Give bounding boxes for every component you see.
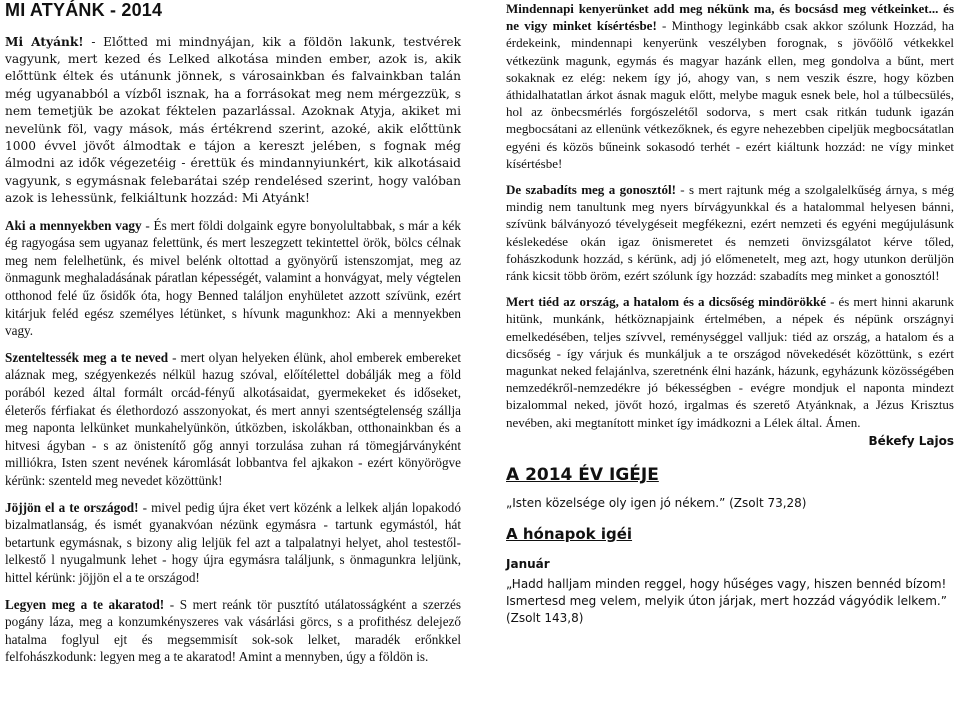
paragraph-mi-atyank bbox=[5, 34, 461, 208]
paragraph-szenteltessek bbox=[5, 349, 461, 490]
january-label: Január bbox=[506, 556, 550, 571]
left-column bbox=[5, 0, 461, 675]
paragraph-text: - És mert földi dolgaink egyre bonyolultabbak, s már a kék ég ragyogása sem ugyanaz felettünk, és mert leszegzett tekintettel örök, bölcs célnak meg nem felelhetünk, és mivel belénk oltottad a gyönyörű istenszomjat, meg az önmagunk meghaladásának páratlan képességét, valamint a honvágyat, mely végtelen otthonod felé űz ősidők óta, hogy Benned találjon enyhületet azzott szívünk, ezért kitárjuk feléd egész személyes létünket, s hívunk magunkhoz: Aki a mennyekben vagy. bbox=[5, 217, 461, 339]
right-column bbox=[506, 0, 954, 627]
paragraph-lead: Aki a mennyekben vagy bbox=[5, 217, 142, 233]
paragraph-text: - Minthogy leginkább csak akkor szólunk Hozzád, ha érdekeink, mindennapi kenyerünk veszélyben forognak, s jövőölő vétkekkel vétkezünk magunk, egymás és magyar hazánk ellen, meg gondolva a bűnt, mert sokaknak ez elég: nekem így jó, ahogy van, s nem veszik észre, hogy közben áthidalhatatlan árkot ásnak maguk előtt, melybe maguk esnek bele, hol a túlbecsülés, hol az önbecsmérlés forgószelétől sodorva, s mert csak ritkán tudunk igazán megbocsátani az ellenünk vétkezőknek, és egyre nehezebben cipeljük megbocsátatlan egyéni és közös bűneink sokasodó terhét - ezért kiáltunk hozzád: ne vígy minket kísértésbe! bbox=[506, 18, 955, 171]
paragraph-mennyekben bbox=[5, 217, 461, 340]
page-title: MI ATYÁNK - 2014 bbox=[5, 0, 163, 20]
paragraph-lead: Szenteltessék meg a te neved bbox=[5, 349, 169, 365]
paragraph-text: - mert olyan helyeken élünk, ahol emberek embereket aláznak meg, szégyenkezés nélkül hazug szóval, előítélettel dobálják meg a föld porából kezed által formált orcád-fényű alkotásaidat, gyermekeket és időseket, életerős férfiakat és élethordozó asszonyokat, és mert annyi szentségtelenség szállja meg naponta lelkünket munkahelyünkön, útközben, iskolákban, otthonainkban és a hitvesi ágyban - s az önistenítő gőg annyi torzulása zuhan rá tömegjárványként milliókra, Isten szent nevének káromlását lobbantva fel ajkakon - ezért könyörögve kérünk: szenteld meg nevedet közöttünk! bbox=[5, 349, 461, 488]
paragraph-text: - és mert hinni akarunk hitünk, munkánk, hétköznapjaink értelmében, a népek és népünk országnyi emelkedésében, teljes szívvel, reménységgel valljuk: tiéd az ország, a hatalom és a dicsőség - így várjuk és munkáljuk a te országod növekedését közöttünk, s ezért magunkat neked felajánlva, szeretnénk élni hazánk, házunk, egyházunk közösségében nemzedékről-nemzedékre jó békességben - evégre mondjuk el naponta mindezt bizalommal neked, jövőt hozó, irgalmas és szerető Atyánknak, a Jézus Krisztus nevében, aki megtanított minket így imádkozni a Lélek által. Ámen. bbox=[506, 294, 954, 430]
paragraph-lead: Mindennapi kenyerünket add meg nékünk ma, és bocsásd meg vétkeinket... és ne vigy minket kísértésbe! bbox=[506, 1, 954, 34]
paragraph-jojjon bbox=[5, 499, 461, 587]
paragraph-text: - mivel pedig újra éket vert közénk a lelkek alján lopakodó bizalmatlanság, és ismét gyanakvóan nézünk egymásra - tartunk egymástól, hát betartunk egymásnak, s bizony alig leljük fel azt a talpalatnyi helyet, ahol testestől-lelkestő l nyugalmunk lehet - hogy újra egymásra találjunk, s önmagunkra leljünk, hittel kérünk: jöjjön el a te országod! bbox=[5, 499, 461, 585]
paragraph-lead: Mi Atyánk! bbox=[5, 34, 84, 49]
paragraph-text: - Előtted mi mindnyájan, kik a földön lakunk, testvérek vagyunk, mert kezed és Lelked alkotása minden ember, azok is, akik előttünk éltek és utánunk jönnek, s városainkban és falvainkban talán még ugyanabból a vízből isznak, ha a forrásokat meg nem mérgezzük, s nem temetjük be azokat féktelen pazarlással. Azoknak Atyja, akiket mi nevelünk föl, vagy mások, más értékrend szerint, azoké, akik előttünk 1000 évvel jövőt álmodtak e tájon a kereszt jelében, s fognak még álmodni az idők végezetéig - érettük és mindannyiunkért, kik alkotásaid vagyunk, s egymásnak felebarátai szép rendelésed szerint, hogy valóban azok is lehessünk, felkiáltunk hozzád: Mi Atyánk! bbox=[5, 34, 462, 206]
paragraph-text: - S mert reánk tör pusztító utálatosságként a szerzés pogány láza, meg a konzumkényszeres vak vásárlási görcs, s a profithész delejező hatalma foglyul ejt és megsemmisít sok-sok lelket, maradék erőnkkel felfohászkodunk: legyen meg a te akaratod! Amint a mennyben, úgy a földön is. bbox=[5, 596, 461, 665]
author-signature: Békefy Lajos bbox=[868, 433, 954, 448]
paragraph-lead: De szabadíts meg a gonosztól! bbox=[506, 182, 676, 198]
monthly-verses-heading: A hónapok igéi bbox=[506, 525, 633, 544]
paragraph-text: - s mert rajtunk még a szolgalelkűség árnya, s még mindig nem tanultunk meg nyers bírvágyunkkal és a hatalommal helyesen bánni, szívünk bálványozó tévelygéseit megfékezni, ezért nemzeti és egyéni megújulásunk késlekedése okán igaz önismeretet és nemzeti önvizsgálatot kérve tőled, fohászkodunk hozzád, s kérünk, adj jó előmenetelt, meg azt, hogy utunkon derüljön ránk kicsit több öröm, ezért szólunk így hozzád: szabadíts meg minket a gonosztól! bbox=[506, 182, 954, 284]
paragraph-mert-tied bbox=[506, 293, 954, 431]
paragraph-lead: Mert tiéd az ország, a hatalom és a dicsőség mindörökké bbox=[506, 294, 827, 310]
paragraph-legyen bbox=[5, 596, 461, 666]
paragraph-szabadits bbox=[506, 181, 954, 284]
year-verse: „Isten közelsége oly igen jó nékem.” (Zsolt 73,28) bbox=[506, 496, 807, 511]
paragraph-mindennapi bbox=[506, 0, 954, 172]
paragraph-lead: Legyen meg a te akaratod! bbox=[5, 596, 165, 612]
paragraph-lead: Jöjjön el a te országod! bbox=[5, 499, 139, 515]
year-verse-heading: A 2014 ÉV IGÉJE bbox=[506, 465, 659, 486]
january-verse: „Hadd halljam minden reggel, hogy hűséges vagy, hiszen bennéd bízom! Ismertesd meg velem, melyik úton járjak, mert hozzád vágyódik lelkem.” (Zsolt 143,8) bbox=[506, 577, 947, 626]
